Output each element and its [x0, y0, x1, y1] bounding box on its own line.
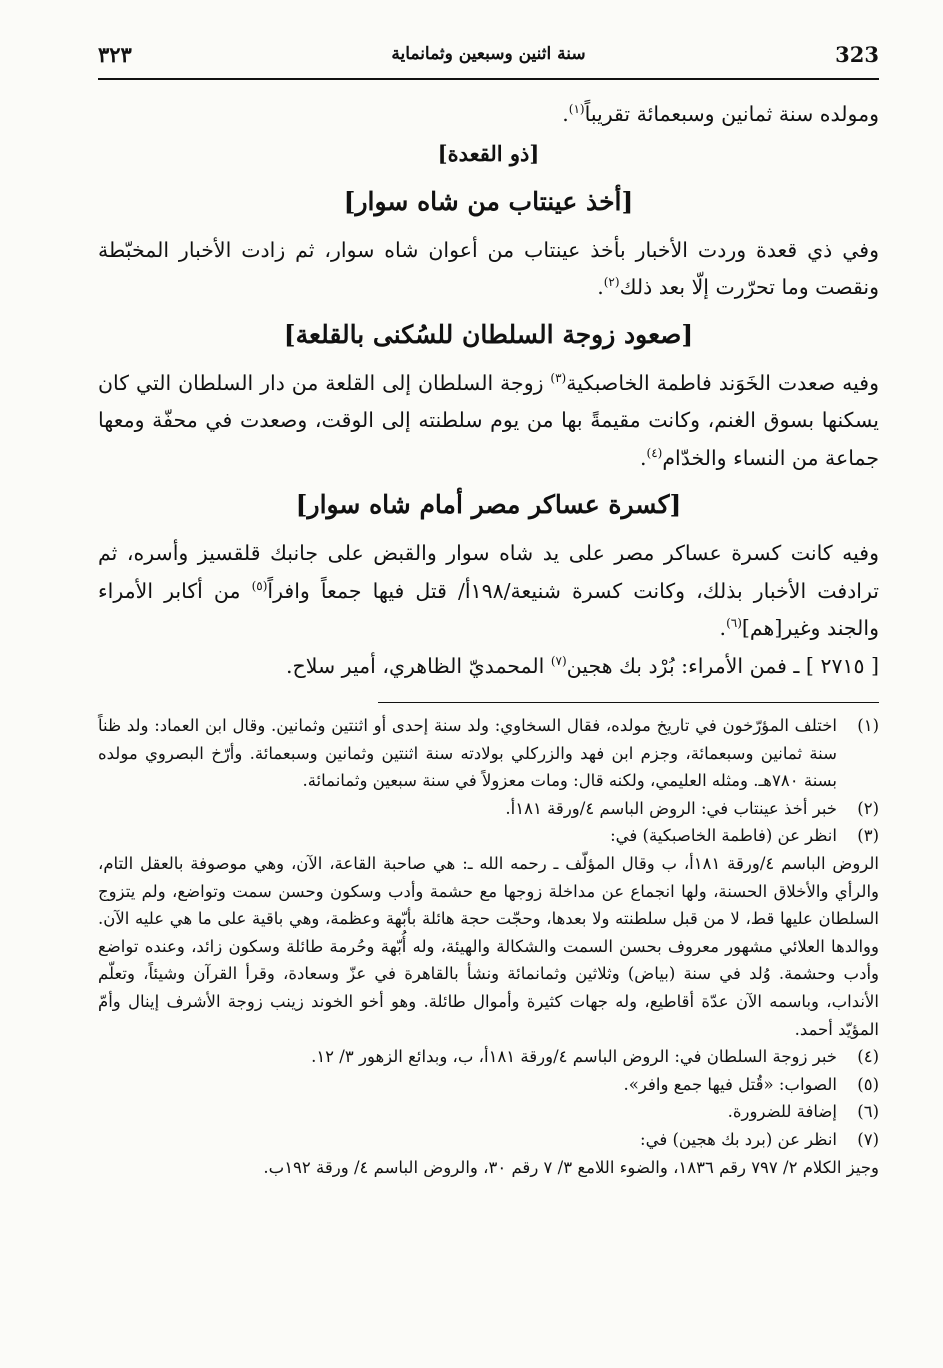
footnote-ref[interactable]: (٦)	[726, 616, 742, 631]
footnotes	[98, 712, 879, 1181]
section-heading-aintab: [أخذ عينتاب من شاه سوار]	[343, 186, 634, 216]
section-month-heading: [ذو القعدة]	[437, 140, 540, 166]
paragraph-birth: ومولده سنة ثمانين وسبعمائة تقريباً$^{(١)}$.	[562, 102, 879, 126]
footnote-ref[interactable]: (٧)	[550, 653, 567, 668]
footnote-ref[interactable]: (١)	[568, 102, 585, 117]
footnote-4: (٤) خبر زوجة السلطان في: الروض الباسم ٤/ورقة ١٨١أ، ب، وبدائع الزهور ٣/ ١٢.	[311, 1047, 879, 1067]
footnote-3-body: الروض الباسم ٤/ورقة ١٨١أ، ب وقال المؤلّف ـ رحمه الله ـ: هي صاحبة القاعة، الآن، وهي موصوفة بالعقل التام، والرأي والأخلاق الحسنة، ولها انجماع عن مداخلة زوجها مع حشمة وأدب وسكون وحسن سمت وتواضع، ولم يتزوج السلطان عليها قط، لا من قبل سلطنته ولا بعدها، وحجّت حجة هائلة بأبّهة وعظمة، وهي باقية على ما هي عليه الآن. ووالدها العلائي مشهور معروف بحسن السمت والشكالة والهيئة، وله أُبّهة وحُرمة طائلة وسكون زائد، وعنده تواضع وأدب وحشمة. وُلد في سنة (بياض) وثلاثين وثمانمائة ونشأ بالقاهرة في عزّ وسعادة، وقرأ القرآن وشيئاً، وتعلّم الأنداب، وباسمه الآن عدّة أقاطيع، وله جهات كثيرة وأموال طائلة. وهو أخو الخوند زينب زوجة الأشرف إينال وأمّ المؤيّد أحمد.	[98, 853, 879, 1039]
footnote-ref[interactable]: (٥)	[251, 578, 268, 593]
section-heading-defeat: [كسرة عساكر مصر أمام شاه سوار]	[295, 490, 682, 519]
page-number-arabic: ٣٢٣	[98, 42, 132, 67]
main-text	[98, 96, 879, 685]
footnote-5: (٥) الصواب: «قُتل فيها جمع وافر».	[623, 1074, 879, 1094]
footnote-7-body: وجيز الكلام ٢/ ٧٩٧ رقم ١٨٣٦، والضوء اللامع ٣/ ٧ رقم ٣٠، والروض الباسم ٤/ ورقة ١٩٢ب.	[263, 1157, 879, 1177]
paragraph-emirs: [ ٢٧١٥ ] ـ فمن الأمراء: بُرْد بك هجين$^{(٧)}$ المحمديّ الظاهري، أمير سلاح.	[285, 653, 879, 678]
paragraph-sultan-wife: وفيه صعدت الخَوَند فاطمة الخاصبكية$^{(٣)}$ زوجة السلطان إلى القلعة من دار السلطان التي كان يسكنها بسوق الغنم، وكانت مقيمةً بها من يوم سلطنته إلى الوقت، وصعدت في محفّة ومعها جماعة من النساء والخدّام$^{(٤)}$.	[98, 370, 880, 470]
footnote-7: (٧) انظر عن (برد بك هجين) في:	[640, 1129, 879, 1149]
page-number-latin: 323	[835, 42, 879, 67]
footnote-ref[interactable]: (٣)	[550, 370, 567, 385]
paragraph-aintab: وفي ذي قعدة وردت الأخبار بأخذ عينتاب من أعوان شاه سوار، ثم زادت الأخبار المخبّطة ونقصت وما تحرّرت إلّا بعد ذلك$^{(٢)}$.	[98, 237, 879, 299]
footnote-divider	[378, 702, 879, 703]
section-heading-sultan-wife: [صعود زوجة السلطان للسُكنى بالقلعة]	[283, 319, 694, 349]
running-title: سنة اثنين وسبعين وثمانماية	[391, 44, 586, 64]
footnote-ref[interactable]: (٤)	[646, 445, 663, 460]
paragraph-defeat: وفيه كانت كسرة عساكر مصر على يد شاه سوار والقبض على جانبك قلقسيز وأسره، ثم ترادفت الأخبار بذلك، وكانت كسرة شنيعة/١٩٨أ/ قتل فيها جمعاً وافراً$^{(٥)}$ من أكابر الأمراء والجند وغير[هم]$^{(٦)}$.	[98, 541, 880, 640]
footnote-3: (٣) انظر عن (فاطمة الخاصبكية) في:	[610, 826, 879, 846]
footnote-1: (١) اختلف المؤرّخون في تاريخ مولده، فقال السخاوي: ولد سنة إحدى أو اثنتين وثمانين. وقال ابن العماد: ولد ظناً سنة ثمانين وسبعمائة، وجزم ابن فهد والزركلي بولادته سنة اثنتين وثمانين وسبعمائة. وأرّخ البصروي مولده بسنة ٧٨٠هـ. ومثله العليمي، ولكنه قال: ومات معزولاً في سنة سبعين وثمانمائة.	[98, 716, 879, 791]
footnote-6: (٦) إضافة للضرورة.	[727, 1102, 879, 1122]
page-header	[98, 40, 879, 80]
footnote-ref[interactable]: (٢)	[603, 275, 620, 290]
footnote-2: (٢) خبر أخذ عينتاب في: الروض الباسم ٤/ورقة ١٨١أ.	[505, 798, 879, 818]
